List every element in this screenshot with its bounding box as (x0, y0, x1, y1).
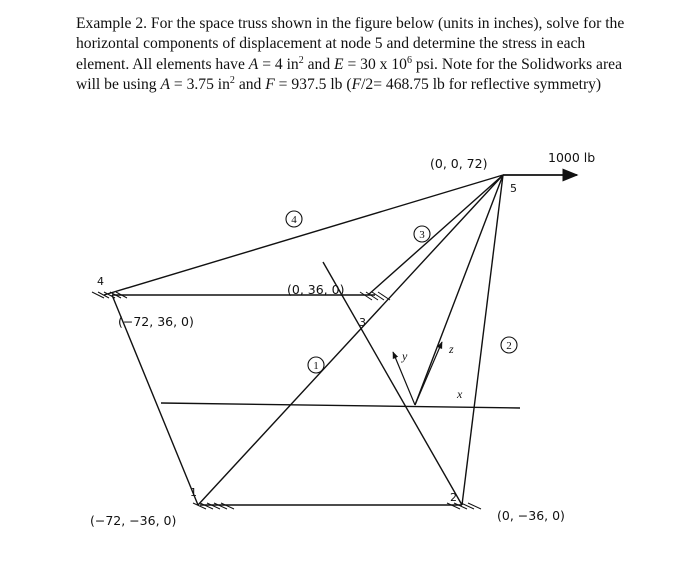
node-1-coordinates: (−72, −36, 0) (90, 513, 177, 528)
axis-z-label: z (449, 342, 454, 356)
node-2-coordinates: (0, −36, 0) (497, 508, 565, 523)
node-4-coordinates: (−72, 36, 0) (118, 314, 194, 329)
node-3-number: 3 (359, 316, 366, 329)
node-3-coordinates: (0, 36, 0) (287, 282, 345, 297)
element-1 (198, 175, 503, 505)
element-4-label: 4 (291, 214, 297, 226)
node-5-number: 5 (510, 182, 517, 195)
ground-line-middle (161, 403, 520, 408)
construction-line-origin (415, 175, 503, 405)
element-2-label: 2 (506, 340, 512, 352)
construction-line-3-2 (323, 262, 462, 505)
element-1-label: 1 (313, 360, 319, 372)
axis-z-arrow (415, 342, 442, 405)
axis-y-label: y (402, 349, 408, 363)
load-magnitude-label: 1000 lb (548, 150, 596, 165)
element-3 (368, 175, 503, 295)
node-2-number: 2 (450, 491, 457, 504)
axis-x-label: x (457, 387, 463, 401)
node-4-number: 4 (97, 275, 104, 288)
problem-statement: Example 2. For the space truss shown in the figure below (units in inches), solve for the horizontal components of displacement at node 5 and determine the stress in each element. All elements have A = 4 $in^2$ and E = 30 x $10^6$ psi. Note for the Solidworks area will be using A = 3.75 $in^2$ and F = 937.5 lb (F/2= 468.75 lb for reflective symmetry) (76, 15, 625, 94)
node-1-number: 1 (190, 486, 197, 499)
support-hatch-node3 (360, 292, 390, 300)
element-2 (462, 175, 503, 505)
element-4 (104, 175, 503, 295)
element-3-label: 3 (419, 229, 425, 241)
node-5-coordinates: (0, 0, 72) (430, 156, 488, 171)
